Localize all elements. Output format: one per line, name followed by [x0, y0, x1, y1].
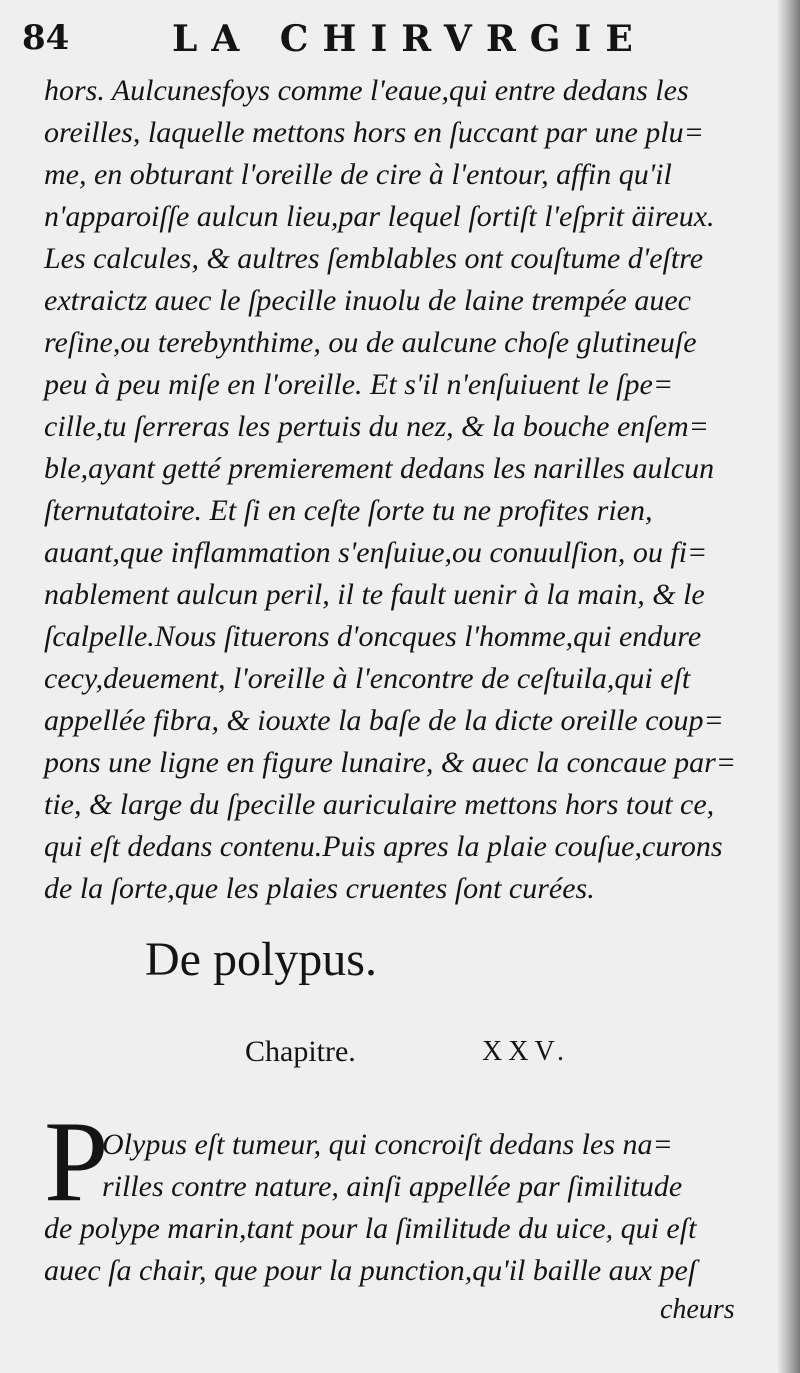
- text-line: reſine,ou terebynthime, ou de aulcune choſe glutineuſe: [44, 326, 697, 359]
- text-line: peu à peu miſe en l'oreille. Et s'il n'enſuiuent le ſpe=: [44, 368, 674, 401]
- text-line: pons une ligne en figure lunaire, & auec la concaue par=: [44, 746, 737, 779]
- text-line: rilles contre nature, ainſi appellée par ſimilitude: [102, 1170, 683, 1203]
- page-number: 84: [22, 18, 70, 58]
- body-paragraph: [44, 70, 744, 910]
- running-title: LA CHIRVRGIE: [172, 18, 647, 60]
- chapter-label: Chapitre.: [245, 1035, 356, 1068]
- text-line: auant,que inflammation s'enſuiue,ou conuulſion, ou fi=: [44, 536, 708, 569]
- catchword: cheurs: [660, 1294, 735, 1325]
- text-line: nablement aulcun peril, il te fault uenir à la main, & le: [44, 578, 705, 611]
- text-line: Les calcules, & aultres ſemblables ont couſtume d'eſtre: [44, 242, 704, 275]
- text-line: n'apparoiſſe aulcun lieu,par lequel ſortiſt l'eſprit äireux.: [44, 200, 715, 233]
- text-line: ſcalpelle.Nous ſituerons d'oncques l'homme,qui endure: [44, 620, 702, 653]
- text-line: hors. Aulcunesfoys comme l'eaue,qui entre dedans les: [44, 74, 689, 107]
- chapter-paragraph: [44, 1124, 744, 1292]
- text-line: de la ſorte,que les plaies cruentes ſont curées.: [44, 872, 595, 905]
- drop-cap-initial: P: [44, 1098, 109, 1226]
- text-line: cecy,deuement, l'oreille à l'encontre de ceſtuila,qui eſt: [44, 662, 691, 695]
- section-title: De polypus.: [145, 933, 377, 986]
- text-line: extraictz auec le ſpecille inuolu de laine trempée auec: [44, 284, 691, 317]
- text-line: cille,tu ſerreras les pertuis du nez, & la bouche enſem=: [44, 410, 709, 443]
- text-line: de polype marin,tant pour la ſimilitude du uice, qui eſt: [44, 1212, 697, 1245]
- page-header: [22, 8, 762, 64]
- text-line: qui eſt dedans contenu.Puis apres la plaie couſue,curons: [44, 830, 723, 863]
- text-line: appellée fibra, & iouxte la baſe de la dicte oreille coup=: [44, 704, 724, 737]
- text-line: oreilles, laquelle mettons hors en ſuccant par une plu=: [44, 116, 704, 149]
- text-line: ble,ayant getté premierement dedans les narilles aulcun: [44, 452, 715, 485]
- chapter-numeral: XXV.: [482, 1036, 571, 1067]
- page-gutter-shadow: [778, 0, 800, 1373]
- text-line: me, en obturant l'oreille de cire à l'entour, affin qu'il: [44, 158, 672, 191]
- text-line: ſternutatoire. Et ſi en ceſte ſorte tu ne profites rien,: [44, 494, 653, 527]
- text-line: auec ſa chair, que pour la punction,qu'il baille aux peſ: [44, 1254, 697, 1287]
- text-line: tie, & large du ſpecille auriculaire mettons hors tout ce,: [44, 788, 715, 821]
- text-line: Olypus eſt tumeur, qui concroiſt dedans les na=: [102, 1128, 673, 1161]
